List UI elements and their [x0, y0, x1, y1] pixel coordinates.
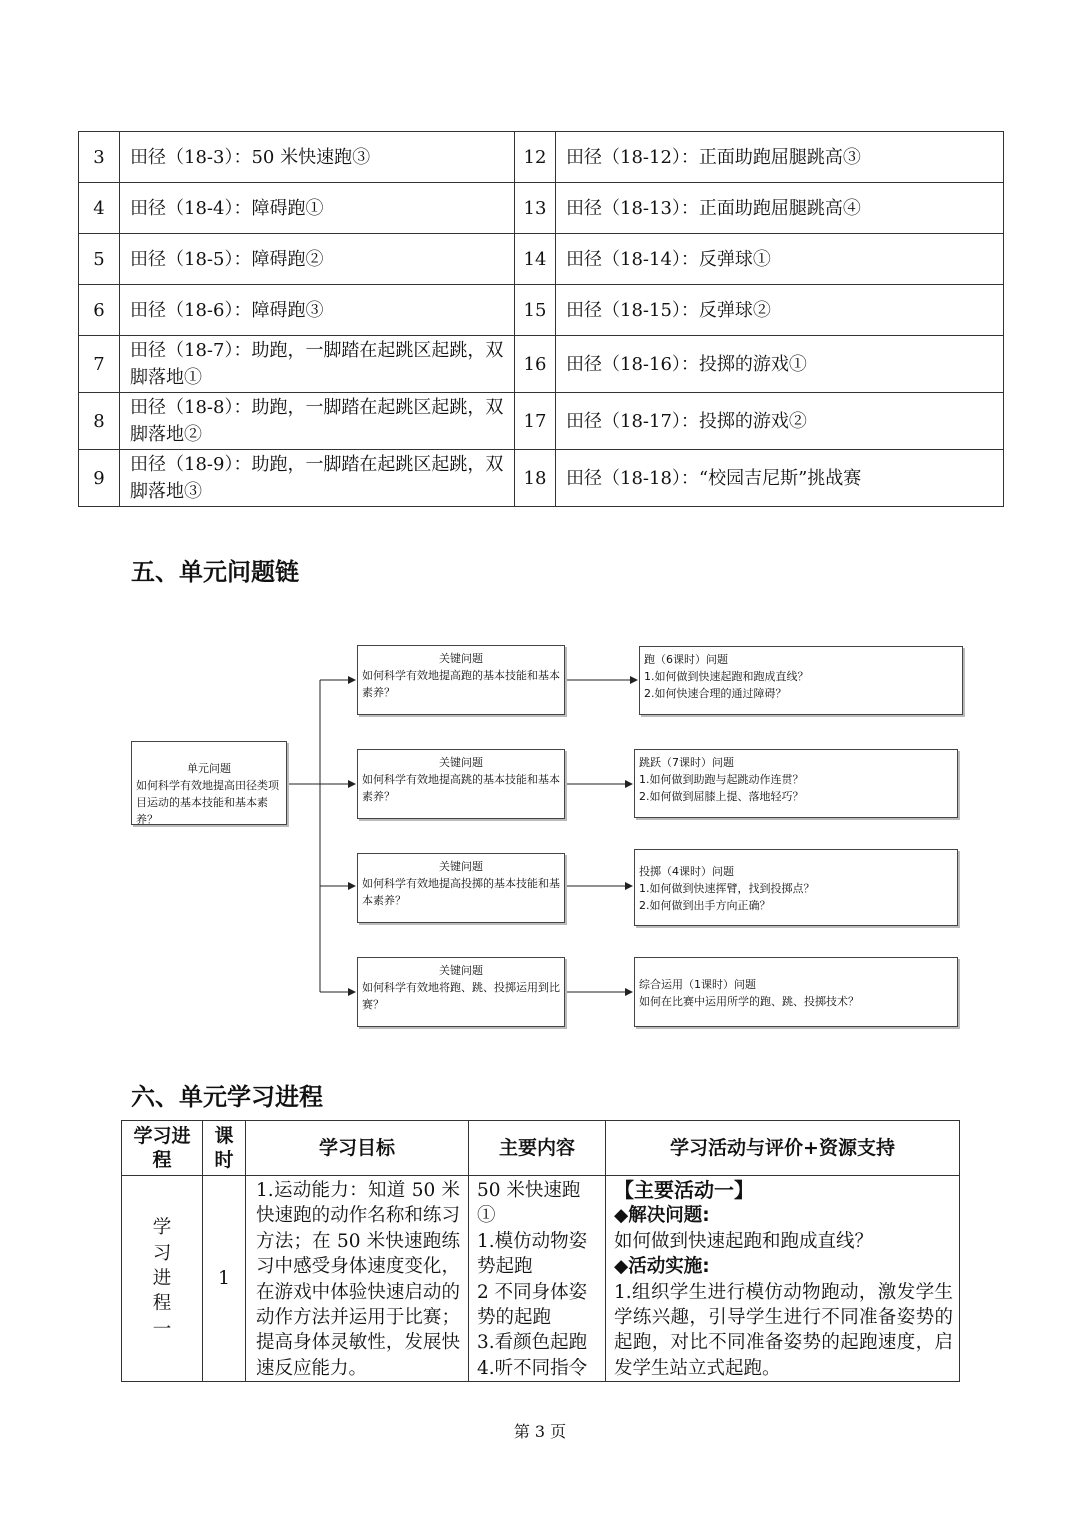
lesson-title: 田径（18-6）：障碍跑③: [120, 285, 515, 336]
lesson-number: 5: [79, 234, 120, 285]
content-line: 3.看颜色起跑: [477, 1332, 588, 1354]
sub-question-title: 综合运用（1课时）问题: [639, 978, 756, 991]
problem-text: 如何做到快速起跑和跑成直线？: [614, 1230, 874, 1252]
key-question-label: 关键问题: [439, 652, 483, 665]
content-line: 50 米快速跑①: [477, 1180, 581, 1227]
sub-question-line: 1.如何做到快速挥臂，找到投掷点？: [639, 882, 815, 895]
sub-question-title: 投掷（4课时）问题: [639, 865, 734, 878]
key-question-text: 如何科学有效地将跑、跳、投掷运用到比赛？: [362, 981, 560, 1011]
problem-label: ◆解决问题:: [614, 1205, 710, 1227]
header-hours: 课时: [203, 1121, 246, 1176]
hours-cell: 1: [203, 1176, 246, 1382]
lesson-number: 17: [515, 393, 556, 450]
lesson-title: 田径（18-13）：正面助跑屈腿跳高④: [556, 183, 1004, 234]
key-question-box-throw: [357, 853, 565, 923]
sub-question-line: 1.如何做到快速起跑和跑成直线？: [644, 670, 809, 683]
content-line: 4.听不同指令: [477, 1357, 588, 1379]
sub-question-title: 跳跃（7课时）问题: [639, 756, 734, 769]
goal-cell: 1.运动能力：知道 50 米快速跑的动作名称和练习方法；在 50 米快速跑练习中感受身体速度变化，在游戏中体验快速启动的动作方法并运用于比赛；提高身体灵敏性，发展快速反应能力。: [246, 1176, 469, 1382]
lesson-number: 16: [515, 336, 556, 393]
sub-question-line: 2.如何做到屈膝上提、落地轻巧？: [639, 790, 804, 803]
lesson-title: 田径（18-12）：正面助跑屈腿跳高③: [556, 132, 1004, 183]
page-number: 第 3 页: [513, 1422, 567, 1441]
key-question-text: 如何科学有效地提高跑的基本技能和基本素养？: [362, 669, 560, 699]
content-line: 1.模仿动物姿势起跑: [477, 1230, 588, 1278]
header-activity: 学习活动与评价+资源支持: [606, 1121, 960, 1176]
activity-cell: [606, 1176, 960, 1382]
lesson-title: 田径（18-14）：反弹球①: [556, 234, 1004, 285]
lesson-number: 9: [79, 450, 120, 507]
unit-question-box: [131, 741, 287, 825]
content-cell: [469, 1176, 606, 1382]
lesson-number: 6: [79, 285, 120, 336]
lesson-number: 7: [79, 336, 120, 393]
lesson-number: 4: [79, 183, 120, 234]
key-question-label: 关键问题: [439, 860, 483, 873]
key-question-box-jump: [357, 749, 565, 819]
lesson-title: 田径（18-8）：助跑，一脚踏在起跳区起跳，双脚落地②: [120, 393, 515, 450]
key-question-text: 如何科学有效地提高投掷的基本技能和基本素养？: [362, 877, 560, 907]
activity-title: 【主要活动一】: [614, 1178, 754, 1202]
lesson-title: 田径（18-3）：50 米快速跑③: [120, 132, 515, 183]
key-question-box-run: [357, 645, 565, 715]
sub-question-line: 2.如何快速合理的通过障碍？: [644, 687, 787, 700]
sub-question-box-jump: [634, 749, 958, 818]
lesson-title: 田径（18-17）：投掷的游戏②: [556, 393, 1004, 450]
learning-progress-table: [121, 1120, 960, 1382]
key-question-box-compete: [357, 957, 565, 1027]
lesson-title: 田径（18-16）：投掷的游戏①: [556, 336, 1004, 393]
implementation-label: ◆活动实施:: [614, 1256, 710, 1278]
section-six-title: 六、单元学习进程: [131, 1083, 323, 1111]
lesson-title: 田径（18-15）：反弹球②: [556, 285, 1004, 336]
lesson-title: 田径（18-18）：“校园吉尼斯”挑战赛: [556, 450, 1004, 507]
lesson-title: 田径（18-4）：障碍跑①: [120, 183, 515, 234]
key-question-label: 关键问题: [439, 964, 483, 977]
lesson-number: 13: [515, 183, 556, 234]
lesson-number: 12: [515, 132, 556, 183]
implementation-text: 1.组织学生进行模仿动物跑动，激发学生学练兴趣，引导学生进行不同准备姿势的起跑，对比不同准备姿势的起跑速度，启发学生站立式起跑。: [614, 1281, 953, 1379]
stage-text: 学习进程一: [152, 1217, 172, 1340]
key-question-label: 关键问题: [439, 756, 483, 769]
lesson-number: 3: [79, 132, 120, 183]
sub-question-line: 2.如何做到出手方向正确？: [639, 899, 771, 912]
key-question-text: 如何科学有效地提高跳的基本技能和基本素养？: [362, 773, 560, 803]
sub-question-line: 1.如何做到助跑与起跳动作连贯？: [639, 773, 804, 786]
header-content: 主要内容: [469, 1121, 606, 1176]
lesson-number: 8: [79, 393, 120, 450]
unit-question-label: 单元问题: [187, 762, 231, 775]
lesson-title: 田径（18-9）：助跑，一脚踏在起跳区起跳，双脚落地③: [120, 450, 515, 507]
content-line: 2 不同身体姿势的起跑: [477, 1281, 588, 1329]
sub-question-title: 跑（6课时）问题: [644, 653, 728, 666]
header-stage: 学习进程: [122, 1121, 203, 1176]
unit-question-text: 如何科学有效地提高田径类项目运动的基本技能和基本素养？: [136, 779, 279, 826]
sub-question-box-run: [639, 646, 963, 715]
stage-cell: [122, 1176, 203, 1382]
lesson-number: 18: [515, 450, 556, 507]
sub-question-box-compete: [634, 957, 958, 1027]
lesson-title: 田径（18-7）：助跑，一脚踏在起跳区起跳，双脚落地①: [120, 336, 515, 393]
sub-question-line: 如何在比赛中运用所学的跑、跳、投掷技术？: [639, 995, 859, 1008]
lesson-title: 田径（18-5）：障碍跑②: [120, 234, 515, 285]
lesson-number: 14: [515, 234, 556, 285]
header-goal: 学习目标: [246, 1121, 469, 1176]
lesson-number: 15: [515, 285, 556, 336]
section-five-title: 五、单元问题链: [131, 558, 299, 586]
sub-question-box-throw: [634, 849, 958, 926]
